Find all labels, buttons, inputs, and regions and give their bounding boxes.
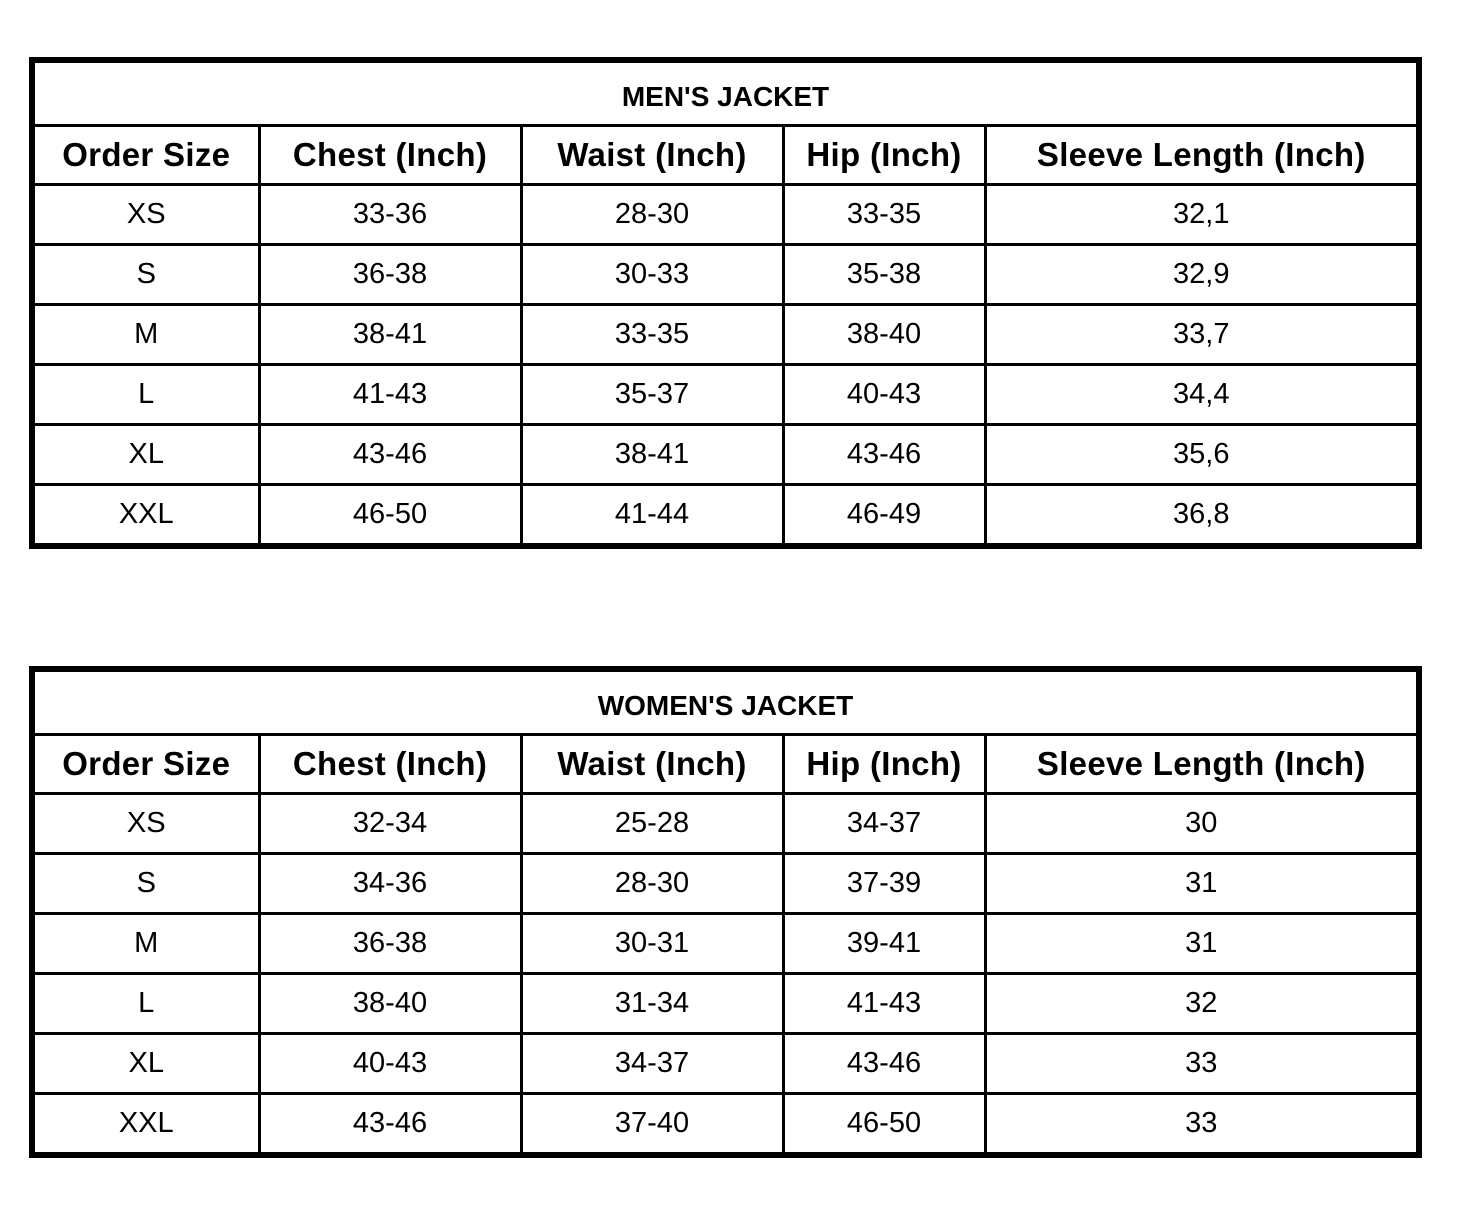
cell-order-size: XS xyxy=(32,185,259,245)
column-header-hip: Hip (Inch) xyxy=(783,735,985,794)
table-row xyxy=(32,365,1419,425)
cell-waist: 28-30 xyxy=(521,854,783,914)
cell-chest: 36-38 xyxy=(259,245,521,305)
cell-chest: 32-34 xyxy=(259,794,521,854)
cell-waist: 28-30 xyxy=(521,185,783,245)
table-header-row xyxy=(32,735,1419,794)
cell-chest: 38-40 xyxy=(259,974,521,1034)
table-title-row xyxy=(32,60,1419,126)
column-header-sleeve-length: Sleeve Length (Inch) xyxy=(985,735,1419,794)
cell-sleeve-length: 33,7 xyxy=(985,305,1419,365)
cell-order-size: M xyxy=(32,914,259,974)
cell-order-size: S xyxy=(32,245,259,305)
cell-sleeve-length: 36,8 xyxy=(985,485,1419,547)
cell-hip: 43-46 xyxy=(783,425,985,485)
column-header-sleeve-length: Sleeve Length (Inch) xyxy=(985,126,1419,185)
cell-waist: 38-41 xyxy=(521,425,783,485)
cell-sleeve-length: 31 xyxy=(985,854,1419,914)
cell-waist: 37-40 xyxy=(521,1094,783,1156)
cell-order-size: XXL xyxy=(32,485,259,547)
cell-waist: 41-44 xyxy=(521,485,783,547)
cell-chest: 43-46 xyxy=(259,425,521,485)
table-header-row xyxy=(32,126,1419,185)
cell-sleeve-length: 32,9 xyxy=(985,245,1419,305)
table-row xyxy=(32,425,1419,485)
cell-order-size: XL xyxy=(32,425,259,485)
mens-jacket-size-table xyxy=(29,57,1422,549)
cell-hip: 43-46 xyxy=(783,1034,985,1094)
cell-hip: 39-41 xyxy=(783,914,985,974)
cell-chest: 36-38 xyxy=(259,914,521,974)
cell-chest: 41-43 xyxy=(259,365,521,425)
cell-order-size: XL xyxy=(32,1034,259,1094)
cell-waist: 25-28 xyxy=(521,794,783,854)
womens-jacket-size-table xyxy=(29,666,1422,1158)
table-row xyxy=(32,305,1419,365)
cell-waist: 35-37 xyxy=(521,365,783,425)
cell-sleeve-length: 32 xyxy=(985,974,1419,1034)
cell-waist: 30-33 xyxy=(521,245,783,305)
cell-hip: 34-37 xyxy=(783,794,985,854)
table-row xyxy=(32,185,1419,245)
table-row xyxy=(32,1034,1419,1094)
column-header-order-size: Order Size xyxy=(32,126,259,185)
cell-waist: 30-31 xyxy=(521,914,783,974)
cell-hip: 38-40 xyxy=(783,305,985,365)
cell-sleeve-length: 34,4 xyxy=(985,365,1419,425)
table-title: MEN'S JACKET xyxy=(32,60,1419,126)
column-header-waist: Waist (Inch) xyxy=(521,735,783,794)
column-header-hip: Hip (Inch) xyxy=(783,126,985,185)
cell-waist: 33-35 xyxy=(521,305,783,365)
cell-waist: 31-34 xyxy=(521,974,783,1034)
column-header-order-size: Order Size xyxy=(32,735,259,794)
cell-sleeve-length: 33 xyxy=(985,1034,1419,1094)
cell-sleeve-length: 32,1 xyxy=(985,185,1419,245)
cell-hip: 46-50 xyxy=(783,1094,985,1156)
cell-hip: 35-38 xyxy=(783,245,985,305)
cell-hip: 40-43 xyxy=(783,365,985,425)
cell-chest: 38-41 xyxy=(259,305,521,365)
cell-sleeve-length: 30 xyxy=(985,794,1419,854)
table-title: WOMEN'S JACKET xyxy=(32,669,1419,735)
cell-chest: 33-36 xyxy=(259,185,521,245)
cell-sleeve-length: 31 xyxy=(985,914,1419,974)
column-header-chest: Chest (Inch) xyxy=(259,126,521,185)
table-row xyxy=(32,914,1419,974)
cell-waist: 34-37 xyxy=(521,1034,783,1094)
column-header-waist: Waist (Inch) xyxy=(521,126,783,185)
cell-order-size: L xyxy=(32,974,259,1034)
table-title-row xyxy=(32,669,1419,735)
table-row xyxy=(32,1094,1419,1156)
cell-chest: 43-46 xyxy=(259,1094,521,1156)
cell-order-size: XS xyxy=(32,794,259,854)
cell-hip: 46-49 xyxy=(783,485,985,547)
cell-order-size: XXL xyxy=(32,1094,259,1156)
cell-sleeve-length: 35,6 xyxy=(985,425,1419,485)
cell-chest: 34-36 xyxy=(259,854,521,914)
cell-chest: 40-43 xyxy=(259,1034,521,1094)
cell-order-size: M xyxy=(32,305,259,365)
table-row xyxy=(32,485,1419,547)
table-row xyxy=(32,245,1419,305)
cell-chest: 46-50 xyxy=(259,485,521,547)
cell-hip: 41-43 xyxy=(783,974,985,1034)
cell-order-size: L xyxy=(32,365,259,425)
table-row xyxy=(32,854,1419,914)
cell-order-size: S xyxy=(32,854,259,914)
cell-hip: 37-39 xyxy=(783,854,985,914)
table-row xyxy=(32,794,1419,854)
cell-sleeve-length: 33 xyxy=(985,1094,1419,1156)
cell-hip: 33-35 xyxy=(783,185,985,245)
column-header-chest: Chest (Inch) xyxy=(259,735,521,794)
table-row xyxy=(32,974,1419,1034)
